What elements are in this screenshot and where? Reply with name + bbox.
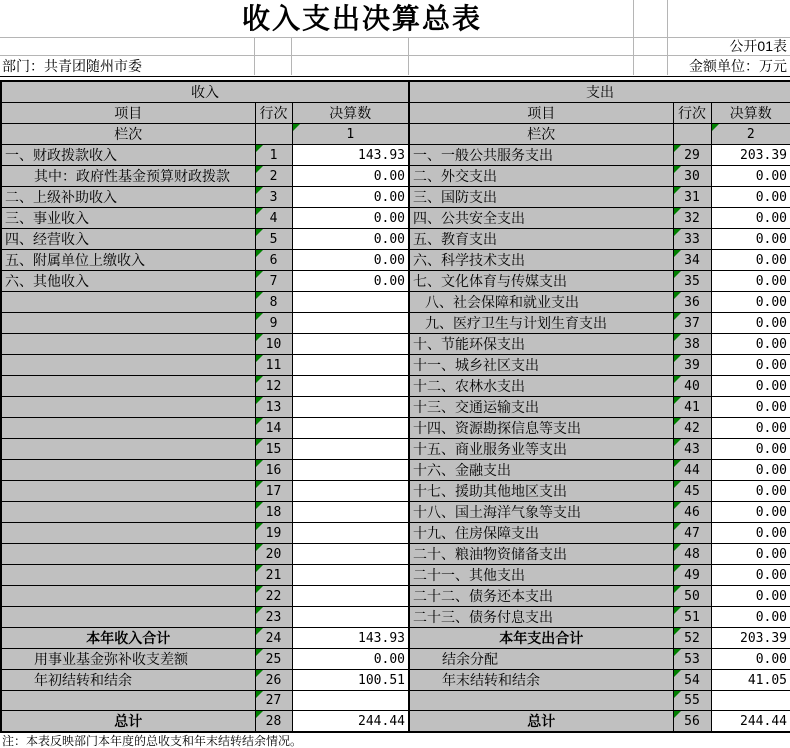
income-amount-cell[interactable] xyxy=(292,586,409,607)
error-indicator-icon xyxy=(256,271,263,278)
income-item-cell[interactable] xyxy=(1,460,255,481)
expenditure-item-cell[interactable]: 二十三、债务付息支出 xyxy=(409,607,673,628)
table-row xyxy=(1,691,790,711)
expenditure-amount-cell[interactable]: 0.00 xyxy=(711,355,790,376)
income-item-cell[interactable]: 六、其他收入 xyxy=(1,271,255,292)
income-line-cell[interactable]: 26 xyxy=(255,670,292,691)
expenditure-item-cell[interactable]: 本年支出合计 xyxy=(409,628,673,649)
expenditure-amount-cell[interactable]: 0.00 xyxy=(711,649,790,670)
income-item-cell[interactable] xyxy=(1,355,255,376)
error-indicator-icon xyxy=(674,355,681,362)
error-indicator-icon xyxy=(674,229,681,236)
income-line-cell[interactable]: 22 xyxy=(255,586,292,607)
expenditure-line-cell[interactable]: 35 xyxy=(673,271,711,292)
sheet-header xyxy=(0,0,790,77)
expenditure-amount-cell[interactable]: 0.00 xyxy=(711,187,790,208)
income-line-cell[interactable]: 20 xyxy=(255,544,292,565)
table-row xyxy=(1,481,790,502)
expenditure-line-cell[interactable]: 29 xyxy=(673,145,711,166)
expenditure-amount-cell[interactable]: 0.00 xyxy=(711,271,790,292)
expenditure-item-cell[interactable]: 十、节能环保支出 xyxy=(409,334,673,355)
table-row xyxy=(1,313,790,334)
error-indicator-icon xyxy=(674,271,681,278)
income-amount-cell[interactable]: 100.51 xyxy=(292,670,409,691)
error-indicator-icon xyxy=(674,649,681,656)
income-item-cell[interactable] xyxy=(1,313,255,334)
report-title[interactable]: 收入支出决算总表 xyxy=(241,3,482,34)
income-line-cell[interactable]: 14 xyxy=(255,418,292,439)
expenditure-amount-cell[interactable]: 0.00 xyxy=(711,397,790,418)
income-amount-cell[interactable]: 143.93 xyxy=(292,628,409,649)
error-indicator-icon xyxy=(256,376,263,383)
accounts-table xyxy=(0,80,790,733)
income-item-cell[interactable]: 二、上级补助收入 xyxy=(1,187,255,208)
title-row xyxy=(0,0,790,38)
error-indicator-icon xyxy=(256,460,263,467)
expenditure-line-cell[interactable]: 44 xyxy=(673,460,711,481)
expenditure-item-cell[interactable]: 十三、交通运输支出 xyxy=(409,397,673,418)
expenditure-item-cell[interactable]: 八、社会保障和就业支出 xyxy=(409,292,673,313)
income-amount-cell[interactable] xyxy=(292,376,409,397)
expenditure-item-cell[interactable]: 五、教育支出 xyxy=(409,229,673,250)
table-row xyxy=(1,628,790,649)
income-line-cell[interactable]: 16 xyxy=(255,460,292,481)
income-item-cell[interactable]: 用事业基金弥补收支差额 xyxy=(1,649,255,670)
expenditure-item-cell[interactable]: 三、国防支出 xyxy=(409,187,673,208)
error-indicator-icon xyxy=(256,481,263,488)
expenditure-item-cell[interactable]: 九、医疗卫生与计划生育支出 xyxy=(409,313,673,334)
error-indicator-icon xyxy=(256,628,263,635)
income-amount-cell[interactable] xyxy=(292,439,409,460)
expenditure-item-cell[interactable]: 四、公共安全支出 xyxy=(409,208,673,229)
income-amount-cell[interactable] xyxy=(292,397,409,418)
expenditure-item-cell[interactable]: 六、科学技术支出 xyxy=(409,250,673,271)
income-amount-cell[interactable] xyxy=(292,481,409,502)
income-lanci-line-cell[interactable] xyxy=(255,124,292,145)
income-amount-cell[interactable] xyxy=(292,313,409,334)
income-item-header[interactable]: 项目 xyxy=(1,103,255,124)
expenditure-amount-cell[interactable]: 0.00 xyxy=(711,544,790,565)
income-item-cell[interactable] xyxy=(1,397,255,418)
expenditure-item-cell[interactable]: 年末结转和结余 xyxy=(409,670,673,691)
error-indicator-icon xyxy=(674,691,681,698)
income-line-cell[interactable]: 11 xyxy=(255,355,292,376)
income-line-cell[interactable]: 3 xyxy=(255,187,292,208)
table-row xyxy=(1,418,790,439)
error-indicator-icon xyxy=(256,691,263,698)
income-line-cell[interactable]: 17 xyxy=(255,481,292,502)
table-row xyxy=(1,271,790,292)
income-line-cell[interactable]: 24 xyxy=(255,628,292,649)
income-item-cell[interactable] xyxy=(1,544,255,565)
income-lanci-cell[interactable]: 栏次 xyxy=(1,124,255,145)
expenditure-amount-cell[interactable]: 244.44 xyxy=(711,711,790,733)
income-amount-cell[interactable] xyxy=(292,691,409,711)
table-row xyxy=(1,523,790,544)
income-amount-cell[interactable]: 0.00 xyxy=(292,208,409,229)
expenditure-amount-cell[interactable]: 0.00 xyxy=(711,586,790,607)
error-indicator-icon xyxy=(256,649,263,656)
table-row xyxy=(1,649,790,670)
expenditure-column-index-cell[interactable] xyxy=(711,124,790,145)
income-column-index-cell[interactable] xyxy=(292,124,409,145)
expenditure-column-index: 2 xyxy=(746,126,755,142)
expenditure-line-cell[interactable]: 56 xyxy=(673,711,711,733)
income-line-cell[interactable]: 1 xyxy=(255,145,292,166)
error-indicator-icon xyxy=(674,460,681,467)
expenditure-item-cell[interactable]: 二十二、债务还本支出 xyxy=(409,586,673,607)
error-indicator-icon xyxy=(256,565,263,572)
income-line-cell[interactable]: 5 xyxy=(255,229,292,250)
income-line-cell[interactable]: 8 xyxy=(255,292,292,313)
error-indicator-icon xyxy=(674,628,681,635)
table-row xyxy=(1,670,790,691)
expenditure-amount-cell[interactable]: 0.00 xyxy=(711,523,790,544)
income-amount-cell[interactable]: 0.00 xyxy=(292,229,409,250)
error-indicator-icon xyxy=(256,145,263,152)
error-indicator-icon xyxy=(256,292,263,299)
column-index-row xyxy=(1,124,790,145)
error-indicator-icon xyxy=(256,166,263,173)
expenditure-item-cell[interactable]: 二十、粮油物资储备支出 xyxy=(409,544,673,565)
error-indicator-icon xyxy=(674,607,681,614)
income-amount-cell[interactable] xyxy=(292,355,409,376)
expenditure-amount-cell[interactable]: 0.00 xyxy=(711,565,790,586)
error-indicator-icon xyxy=(674,481,681,488)
expenditure-line-cell[interactable]: 52 xyxy=(673,628,711,649)
error-indicator-icon xyxy=(674,145,681,152)
expenditure-line-cell[interactable]: 53 xyxy=(673,649,711,670)
error-indicator-icon xyxy=(674,523,681,530)
income-item-cell[interactable] xyxy=(1,565,255,586)
error-indicator-icon xyxy=(256,607,263,614)
expenditure-line-cell[interactable]: 34 xyxy=(673,250,711,271)
income-item-cell[interactable]: 本年收入合计 xyxy=(1,628,255,649)
error-indicator-icon xyxy=(256,502,263,509)
expenditure-amount-cell[interactable]: 203.39 xyxy=(711,145,790,166)
income-item-cell[interactable] xyxy=(1,523,255,544)
expenditure-line-cell[interactable]: 40 xyxy=(673,376,711,397)
income-amount-cell[interactable] xyxy=(292,292,409,313)
error-indicator-icon xyxy=(674,166,681,173)
income-item-cell[interactable] xyxy=(1,481,255,502)
expenditure-line-cell[interactable]: 43 xyxy=(673,439,711,460)
income-amount-cell[interactable]: 0.00 xyxy=(292,166,409,187)
expenditure-item-header[interactable]: 项目 xyxy=(409,103,673,124)
table-code-cell[interactable]: 公开01表 xyxy=(0,38,790,56)
income-item-cell[interactable] xyxy=(1,502,255,523)
table-row xyxy=(1,586,790,607)
footnote-cell[interactable]: 注：本表反映部门本年度的总收支和年末结转结余情况。 xyxy=(2,734,303,748)
income-item-cell[interactable]: 其中：政府性基金预算财政拨款 xyxy=(1,166,255,187)
income-amount-cell[interactable]: 0.00 xyxy=(292,649,409,670)
expenditure-amount-header[interactable]: 决算数 xyxy=(711,103,790,124)
error-indicator-icon xyxy=(674,292,681,299)
expenditure-line-cell[interactable]: 50 xyxy=(673,586,711,607)
error-indicator-icon xyxy=(256,334,263,341)
table-row xyxy=(1,145,790,166)
income-item-cell[interactable] xyxy=(1,418,255,439)
table-row xyxy=(1,334,790,355)
error-indicator-icon xyxy=(674,187,681,194)
expenditure-amount-cell[interactable]: 0.00 xyxy=(711,376,790,397)
expenditure-line-header[interactable]: 行次 xyxy=(673,103,711,124)
expenditure-item-cell[interactable]: 二、外交支出 xyxy=(409,166,673,187)
error-indicator-icon xyxy=(674,544,681,551)
expenditure-amount-cell[interactable]: 0.00 xyxy=(711,292,790,313)
meta-row xyxy=(0,56,790,77)
income-item-cell[interactable] xyxy=(1,292,255,313)
income-amount-cell[interactable] xyxy=(292,502,409,523)
income-item-cell[interactable]: 一、财政拨款收入 xyxy=(1,145,255,166)
expenditure-line-cell[interactable]: 46 xyxy=(673,502,711,523)
expenditure-item-cell[interactable]: 十七、援助其他地区支出 xyxy=(409,481,673,502)
table-row xyxy=(1,250,790,271)
income-item-cell[interactable] xyxy=(1,439,255,460)
error-indicator-icon xyxy=(674,313,681,320)
income-amount-header[interactable]: 决算数 xyxy=(292,103,409,124)
table-row xyxy=(1,376,790,397)
error-indicator-icon xyxy=(674,334,681,341)
table-row xyxy=(1,355,790,376)
income-column-index: 1 xyxy=(346,126,355,142)
income-item-cell[interactable] xyxy=(1,691,255,711)
expenditure-amount-cell[interactable] xyxy=(711,691,790,711)
error-indicator-icon xyxy=(674,397,681,404)
expenditure-lanci-line-cell[interactable] xyxy=(673,124,711,145)
error-indicator-icon xyxy=(256,397,263,404)
error-indicator-icon xyxy=(256,544,263,551)
expenditure-line-cell[interactable]: 41 xyxy=(673,397,711,418)
income-amount-cell[interactable] xyxy=(292,565,409,586)
error-indicator-icon xyxy=(674,208,681,215)
income-line-cell[interactable]: 28 xyxy=(255,711,292,733)
income-amount-cell[interactable] xyxy=(292,544,409,565)
error-indicator-icon xyxy=(256,711,263,718)
income-amount-cell[interactable] xyxy=(292,418,409,439)
expenditure-amount-cell[interactable]: 0.00 xyxy=(711,439,790,460)
section-header-row xyxy=(1,81,790,103)
expenditure-amount-cell[interactable]: 0.00 xyxy=(711,418,790,439)
error-indicator-icon xyxy=(256,418,263,425)
expenditure-line-cell[interactable]: 31 xyxy=(673,187,711,208)
expenditure-amount-cell[interactable]: 0.00 xyxy=(711,502,790,523)
error-indicator-icon xyxy=(674,565,681,572)
expenditure-amount-cell[interactable]: 0.00 xyxy=(711,250,790,271)
income-item-cell[interactable] xyxy=(1,586,255,607)
table-row xyxy=(1,502,790,523)
income-item-cell[interactable] xyxy=(1,607,255,628)
expenditure-item-cell[interactable]: 结余分配 xyxy=(409,649,673,670)
table-row xyxy=(1,187,790,208)
expenditure-line-cell[interactable]: 38 xyxy=(673,334,711,355)
column-header-row xyxy=(1,103,790,124)
income-line-cell[interactable]: 4 xyxy=(255,208,292,229)
error-indicator-icon xyxy=(256,208,263,215)
expenditure-amount-cell[interactable]: 0.00 xyxy=(711,481,790,502)
expenditure-line-cell[interactable]: 54 xyxy=(673,670,711,691)
expenditure-item-cell[interactable]: 一、一般公共服务支出 xyxy=(409,145,673,166)
income-amount-cell[interactable]: 0.00 xyxy=(292,250,409,271)
expenditure-item-cell[interactable]: 十四、资源勘探信息等支出 xyxy=(409,418,673,439)
expenditure-amount-cell[interactable]: 0.00 xyxy=(711,229,790,250)
table-row xyxy=(1,397,790,418)
income-item-cell[interactable]: 四、经营收入 xyxy=(1,229,255,250)
income-item-cell[interactable]: 年初结转和结余 xyxy=(1,670,255,691)
income-line-cell[interactable]: 12 xyxy=(255,376,292,397)
income-amount-cell[interactable] xyxy=(292,523,409,544)
error-indicator-icon xyxy=(256,355,263,362)
error-indicator-icon xyxy=(712,124,719,131)
expenditure-line-cell[interactable]: 51 xyxy=(673,607,711,628)
error-indicator-icon xyxy=(256,586,263,593)
table-row xyxy=(1,166,790,187)
income-amount-cell[interactable] xyxy=(292,607,409,628)
income-amount-cell[interactable]: 244.44 xyxy=(292,711,409,733)
income-amount-cell[interactable]: 0.00 xyxy=(292,271,409,292)
error-indicator-icon xyxy=(256,187,263,194)
expenditure-amount-cell[interactable]: 203.39 xyxy=(711,628,790,649)
expenditure-line-cell[interactable]: 49 xyxy=(673,565,711,586)
expenditure-item-cell[interactable]: 十五、商业服务业等支出 xyxy=(409,439,673,460)
income-line-cell[interactable]: 15 xyxy=(255,439,292,460)
table-row xyxy=(1,292,790,313)
income-item-cell[interactable] xyxy=(1,334,255,355)
expenditure-line-cell[interactable]: 36 xyxy=(673,292,711,313)
income-line-cell[interactable]: 25 xyxy=(255,649,292,670)
income-line-cell[interactable]: 2 xyxy=(255,166,292,187)
expenditure-amount-cell[interactable]: 0.00 xyxy=(711,460,790,481)
income-amount-cell[interactable] xyxy=(292,334,409,355)
expenditure-line-cell[interactable]: 45 xyxy=(673,481,711,502)
expenditure-item-cell[interactable]: 七、文化体育与传媒支出 xyxy=(409,271,673,292)
expenditure-amount-cell[interactable]: 41.05 xyxy=(711,670,790,691)
error-indicator-icon xyxy=(293,124,300,131)
expenditure-item-cell[interactable]: 十一、城乡社区支出 xyxy=(409,355,673,376)
expenditure-lanci-cell[interactable]: 栏次 xyxy=(409,124,673,145)
error-indicator-icon xyxy=(674,502,681,509)
income-item-cell[interactable] xyxy=(1,376,255,397)
expenditure-line-cell[interactable]: 37 xyxy=(673,313,711,334)
income-line-cell[interactable]: 6 xyxy=(255,250,292,271)
error-indicator-icon xyxy=(256,523,263,530)
expenditure-line-cell[interactable]: 32 xyxy=(673,208,711,229)
table-row xyxy=(1,607,790,628)
income-amount-cell[interactable]: 143.93 xyxy=(292,145,409,166)
expenditure-line-cell[interactable]: 39 xyxy=(673,355,711,376)
expenditure-line-cell[interactable]: 47 xyxy=(673,523,711,544)
income-amount-cell[interactable] xyxy=(292,460,409,481)
error-indicator-icon xyxy=(674,670,681,677)
department-cell[interactable]: 部门：共青团随州市委 xyxy=(2,58,142,74)
table-row xyxy=(1,565,790,586)
table-row xyxy=(1,439,790,460)
income-line-cell[interactable]: 27 xyxy=(255,691,292,711)
income-line-cell[interactable]: 21 xyxy=(255,565,292,586)
income-line-cell[interactable]: 19 xyxy=(255,523,292,544)
expenditure-amount-cell[interactable]: 0.00 xyxy=(711,166,790,187)
expenditure-item-cell[interactable]: 十九、住房保障支出 xyxy=(409,523,673,544)
table-row xyxy=(1,460,790,481)
income-item-cell[interactable]: 三、事业收入 xyxy=(1,208,255,229)
income-item-cell[interactable]: 五、附属单位上缴收入 xyxy=(1,250,255,271)
error-indicator-icon xyxy=(674,711,681,718)
expenditure-item-cell[interactable]: 二十一、其他支出 xyxy=(409,565,673,586)
income-item-cell[interactable]: 总计 xyxy=(1,711,255,733)
expenditure-item-cell[interactable]: 十八、国土海洋气象等支出 xyxy=(409,502,673,523)
expenditure-line-cell[interactable]: 30 xyxy=(673,166,711,187)
income-line-cell[interactable]: 13 xyxy=(255,397,292,418)
expenditure-line-cell[interactable]: 48 xyxy=(673,544,711,565)
income-line-cell[interactable]: 10 xyxy=(255,334,292,355)
error-indicator-icon xyxy=(256,229,263,236)
expenditure-line-cell[interactable]: 55 xyxy=(673,691,711,711)
expenditure-line-cell[interactable]: 33 xyxy=(673,229,711,250)
error-indicator-icon xyxy=(256,670,263,677)
unit-cell[interactable]: 金额单位：万元 xyxy=(689,58,787,74)
table-row xyxy=(1,544,790,565)
income-amount-cell[interactable]: 0.00 xyxy=(292,187,409,208)
income-line-header[interactable]: 行次 xyxy=(255,103,292,124)
expenditure-line-cell[interactable]: 42 xyxy=(673,418,711,439)
expenditure-item-cell[interactable]: 总计 xyxy=(409,711,673,733)
error-indicator-icon xyxy=(674,586,681,593)
expenditure-amount-cell[interactable]: 0.00 xyxy=(711,607,790,628)
expenditure-item-cell[interactable] xyxy=(409,691,673,711)
income-line-cell[interactable]: 23 xyxy=(255,607,292,628)
income-line-cell[interactable]: 7 xyxy=(255,271,292,292)
table-row xyxy=(1,208,790,229)
error-indicator-icon xyxy=(674,439,681,446)
income-section-header[interactable]: 收入 xyxy=(1,81,409,103)
error-indicator-icon xyxy=(256,439,263,446)
error-indicator-icon xyxy=(256,313,263,320)
error-indicator-icon xyxy=(674,250,681,257)
error-indicator-icon xyxy=(674,418,681,425)
income-line-cell[interactable]: 18 xyxy=(255,502,292,523)
table-row xyxy=(1,229,790,250)
expenditure-amount-cell[interactable]: 0.00 xyxy=(711,313,790,334)
income-line-cell[interactable]: 9 xyxy=(255,313,292,334)
error-indicator-icon xyxy=(256,250,263,257)
table-row xyxy=(1,711,790,733)
expenditure-amount-cell[interactable]: 0.00 xyxy=(711,208,790,229)
error-indicator-icon xyxy=(674,376,681,383)
expenditure-section-header[interactable]: 支出 xyxy=(409,81,790,103)
expenditure-item-cell[interactable]: 十二、农林水支出 xyxy=(409,376,673,397)
expenditure-amount-cell[interactable]: 0.00 xyxy=(711,334,790,355)
table-body xyxy=(1,145,790,733)
expenditure-item-cell[interactable]: 十六、金融支出 xyxy=(409,460,673,481)
